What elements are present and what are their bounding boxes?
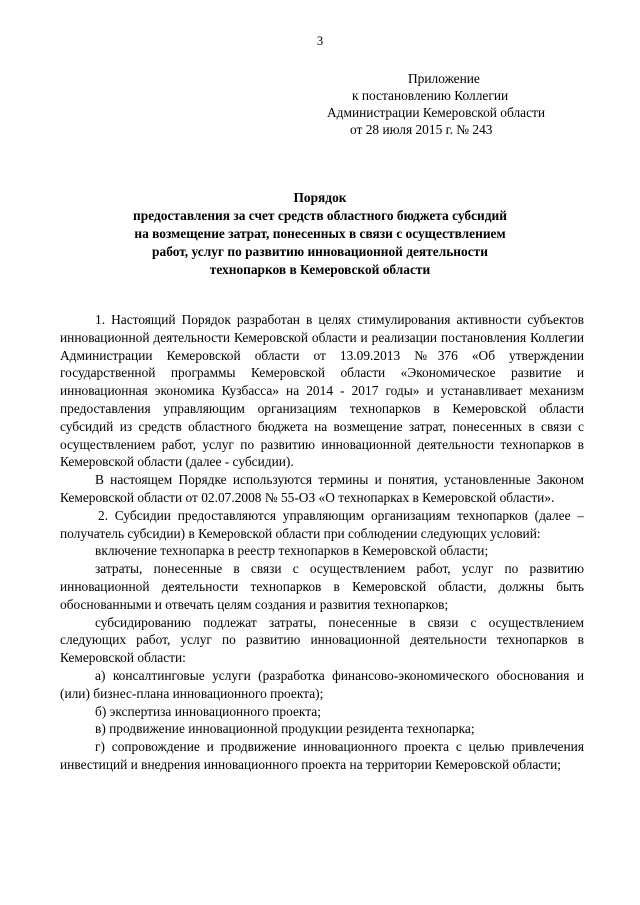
list-item: г) сопровождение и продвижение инновационного проекта с целью привлечения инвестиций и внедрения инновационного проекта на территории Кемеровской области; (60, 739, 584, 772)
list-item: б) экспертиза инновационного проекта; (95, 703, 321, 719)
document-body (60, 311, 584, 774)
body-paragraph: 1. Настоящий Порядок разработан в целях стимулирования активности субъектов инновационной деятельности Кемеровской области и реализации постановления Коллегии Администрации Кемеровской области от 13.09.2013 №376 «Об утверждении государственной программы Кемеровской области «Экономическое развитие и инновационная экономика Кузбасса» на 2014 - 2017 годы» и устанавливает механизм предоставления управляющим организациям технопарков в Кемеровской области субсидий из средств областного бюджета на возмещение затрат, понесенных в связи с осуществлением работ, услуг по развитию инновационной деятельности технопарков в Кемеровской области (далее - субсидии). (60, 312, 584, 470)
appendix-line: Администрации Кемеровской области (327, 105, 546, 120)
title-line: на возмещение затрат, понесенных в связи с осуществлением (134, 226, 506, 241)
appendix-line: Приложение (408, 71, 480, 86)
title-line: работ, услуг по развитию инновационной деятельности (152, 244, 488, 259)
list-item: а) консалтинговые услуги (разработка финансово-экономического обоснования и (или) бизнес-плана инновационного проекта); (60, 667, 584, 701)
title-line: Порядок (293, 190, 347, 205)
appendix-line: от 28 июля 2015 г. № 243 (350, 122, 493, 137)
appendix-line: к постановлению Коллегии (352, 88, 509, 103)
list-item: в) продвижение инновационной продукции резидента технопарка; (95, 721, 475, 737)
title-line: технопарков в Кемеровской области (209, 262, 431, 277)
body-paragraph: субсидированию подлежат затраты, понесенные в связи с осуществлением следующих работ, услуг по развитию инновационной деятельности технопарков в Кемеровской области: (60, 614, 584, 666)
page-number: 3 (316, 34, 324, 48)
document-title (60, 189, 580, 279)
appendix-header (300, 70, 570, 138)
title-line: предоставления за счет средств областного бюджета субсидий (133, 208, 507, 223)
body-paragraph: 2. Субсидии предоставляются управляющим организациям технопарков (далее – получатель субсидии) в Кемеровской области при соблюдении следующих условий: (60, 507, 584, 541)
body-paragraph: В настоящем Порядке используются термины и понятия, установленные Законом Кемеровской области от 02.07.2008 № 55-ОЗ «О технопарках в Кемеровской области». (60, 472, 584, 505)
body-paragraph: затраты, понесенные в связи с осуществлением работ, услуг по развитию инновационной деятельности технопарков в Кемеровской области, должны быть обоснованными и отвечать целям создания и развития технопарков; (60, 561, 584, 612)
body-paragraph: включение технопарка в реестр технопарков в Кемеровской области; (95, 543, 489, 559)
